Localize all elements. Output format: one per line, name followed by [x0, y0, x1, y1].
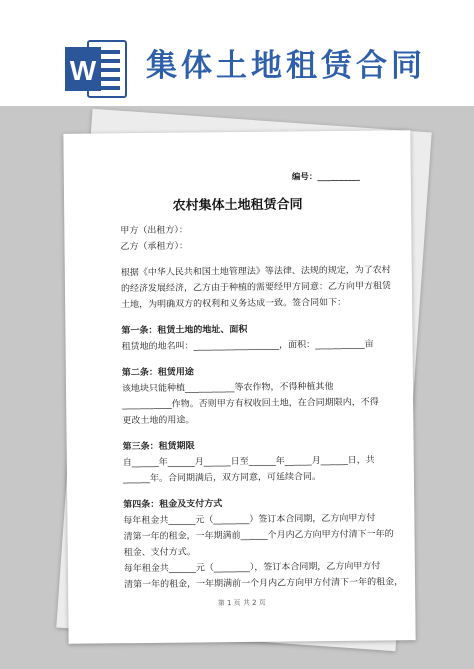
preamble-line: 土地，为明确双方的权利和义务达成一致。签合同如下： — [121, 297, 347, 311]
clause-1-heading: 第一条：租赁土地的地址、面积 — [121, 324, 248, 337]
clause-2-heading: 第二条：租赁用途 — [121, 367, 194, 379]
clause-4-line: 每年租金共______元（________），签订本合同期，乙方向甲方付 — [123, 561, 381, 575]
preamble-line: 的经济发展经济，乙方由于种植的需要经甲方同意：乙方向甲方租赁 — [120, 281, 392, 295]
clause-3-line: 自______年______月______日至______年______月______日，共 — [122, 455, 375, 469]
document-number-label: 编号： — [291, 172, 318, 183]
clause-4-line: 租金、支付方式。 — [123, 547, 196, 559]
preamble-line: 根据《中华人民共和国土地管理法》等法律、法规的规定，为了农村 — [120, 265, 391, 279]
party-b-line: 乙方（承租方）： — [120, 241, 189, 253]
clause-2-line: 该地块只能种植___________等农作物，不得种植其他 — [121, 382, 334, 395]
clause-1-line: 租赁地的地名叫：___________________，面积：___________亩 — [121, 339, 374, 353]
svg-text:W: W — [69, 55, 97, 86]
clause-3-line: ______年。合同期满后，双方同意，可延续合同。 — [122, 472, 322, 485]
page-footer: 第 1 页 共 2 页 — [217, 598, 266, 608]
word-logo-icon — [64, 38, 128, 100]
document-number — [292, 170, 360, 183]
document-page — [63, 130, 415, 644]
clause-2-line: ___________作物。否则甲方有权收回土地，在合同期限内，不得 — [122, 397, 379, 411]
clause-4-line: 清第一年的租金，一年期满前______个月内乙方向甲方付清下一年的 — [123, 529, 394, 543]
document-title: 农村集体土地租赁合同 — [172, 197, 303, 214]
clause-4-line: 每年租金共______元（________）签订本合同期，乙方向甲方付 — [123, 513, 376, 527]
clause-4-line: 清第一年的租金，一年期满前一个月内乙方向甲方付清下一年的租金， — [124, 577, 404, 591]
clause-4-heading: 第四条：租金及支付方式 — [123, 499, 223, 511]
banner — [0, 0, 474, 120]
clause-2-line: 更改土地的用途。 — [122, 415, 195, 427]
clause-3-heading: 第三条：租赁期限 — [122, 441, 195, 453]
document-number-blank: __________ — [317, 171, 360, 183]
party-a-line: 甲方（出租方）： — [120, 225, 188, 237]
banner-title: 集体土地租赁合同 — [146, 48, 426, 84]
